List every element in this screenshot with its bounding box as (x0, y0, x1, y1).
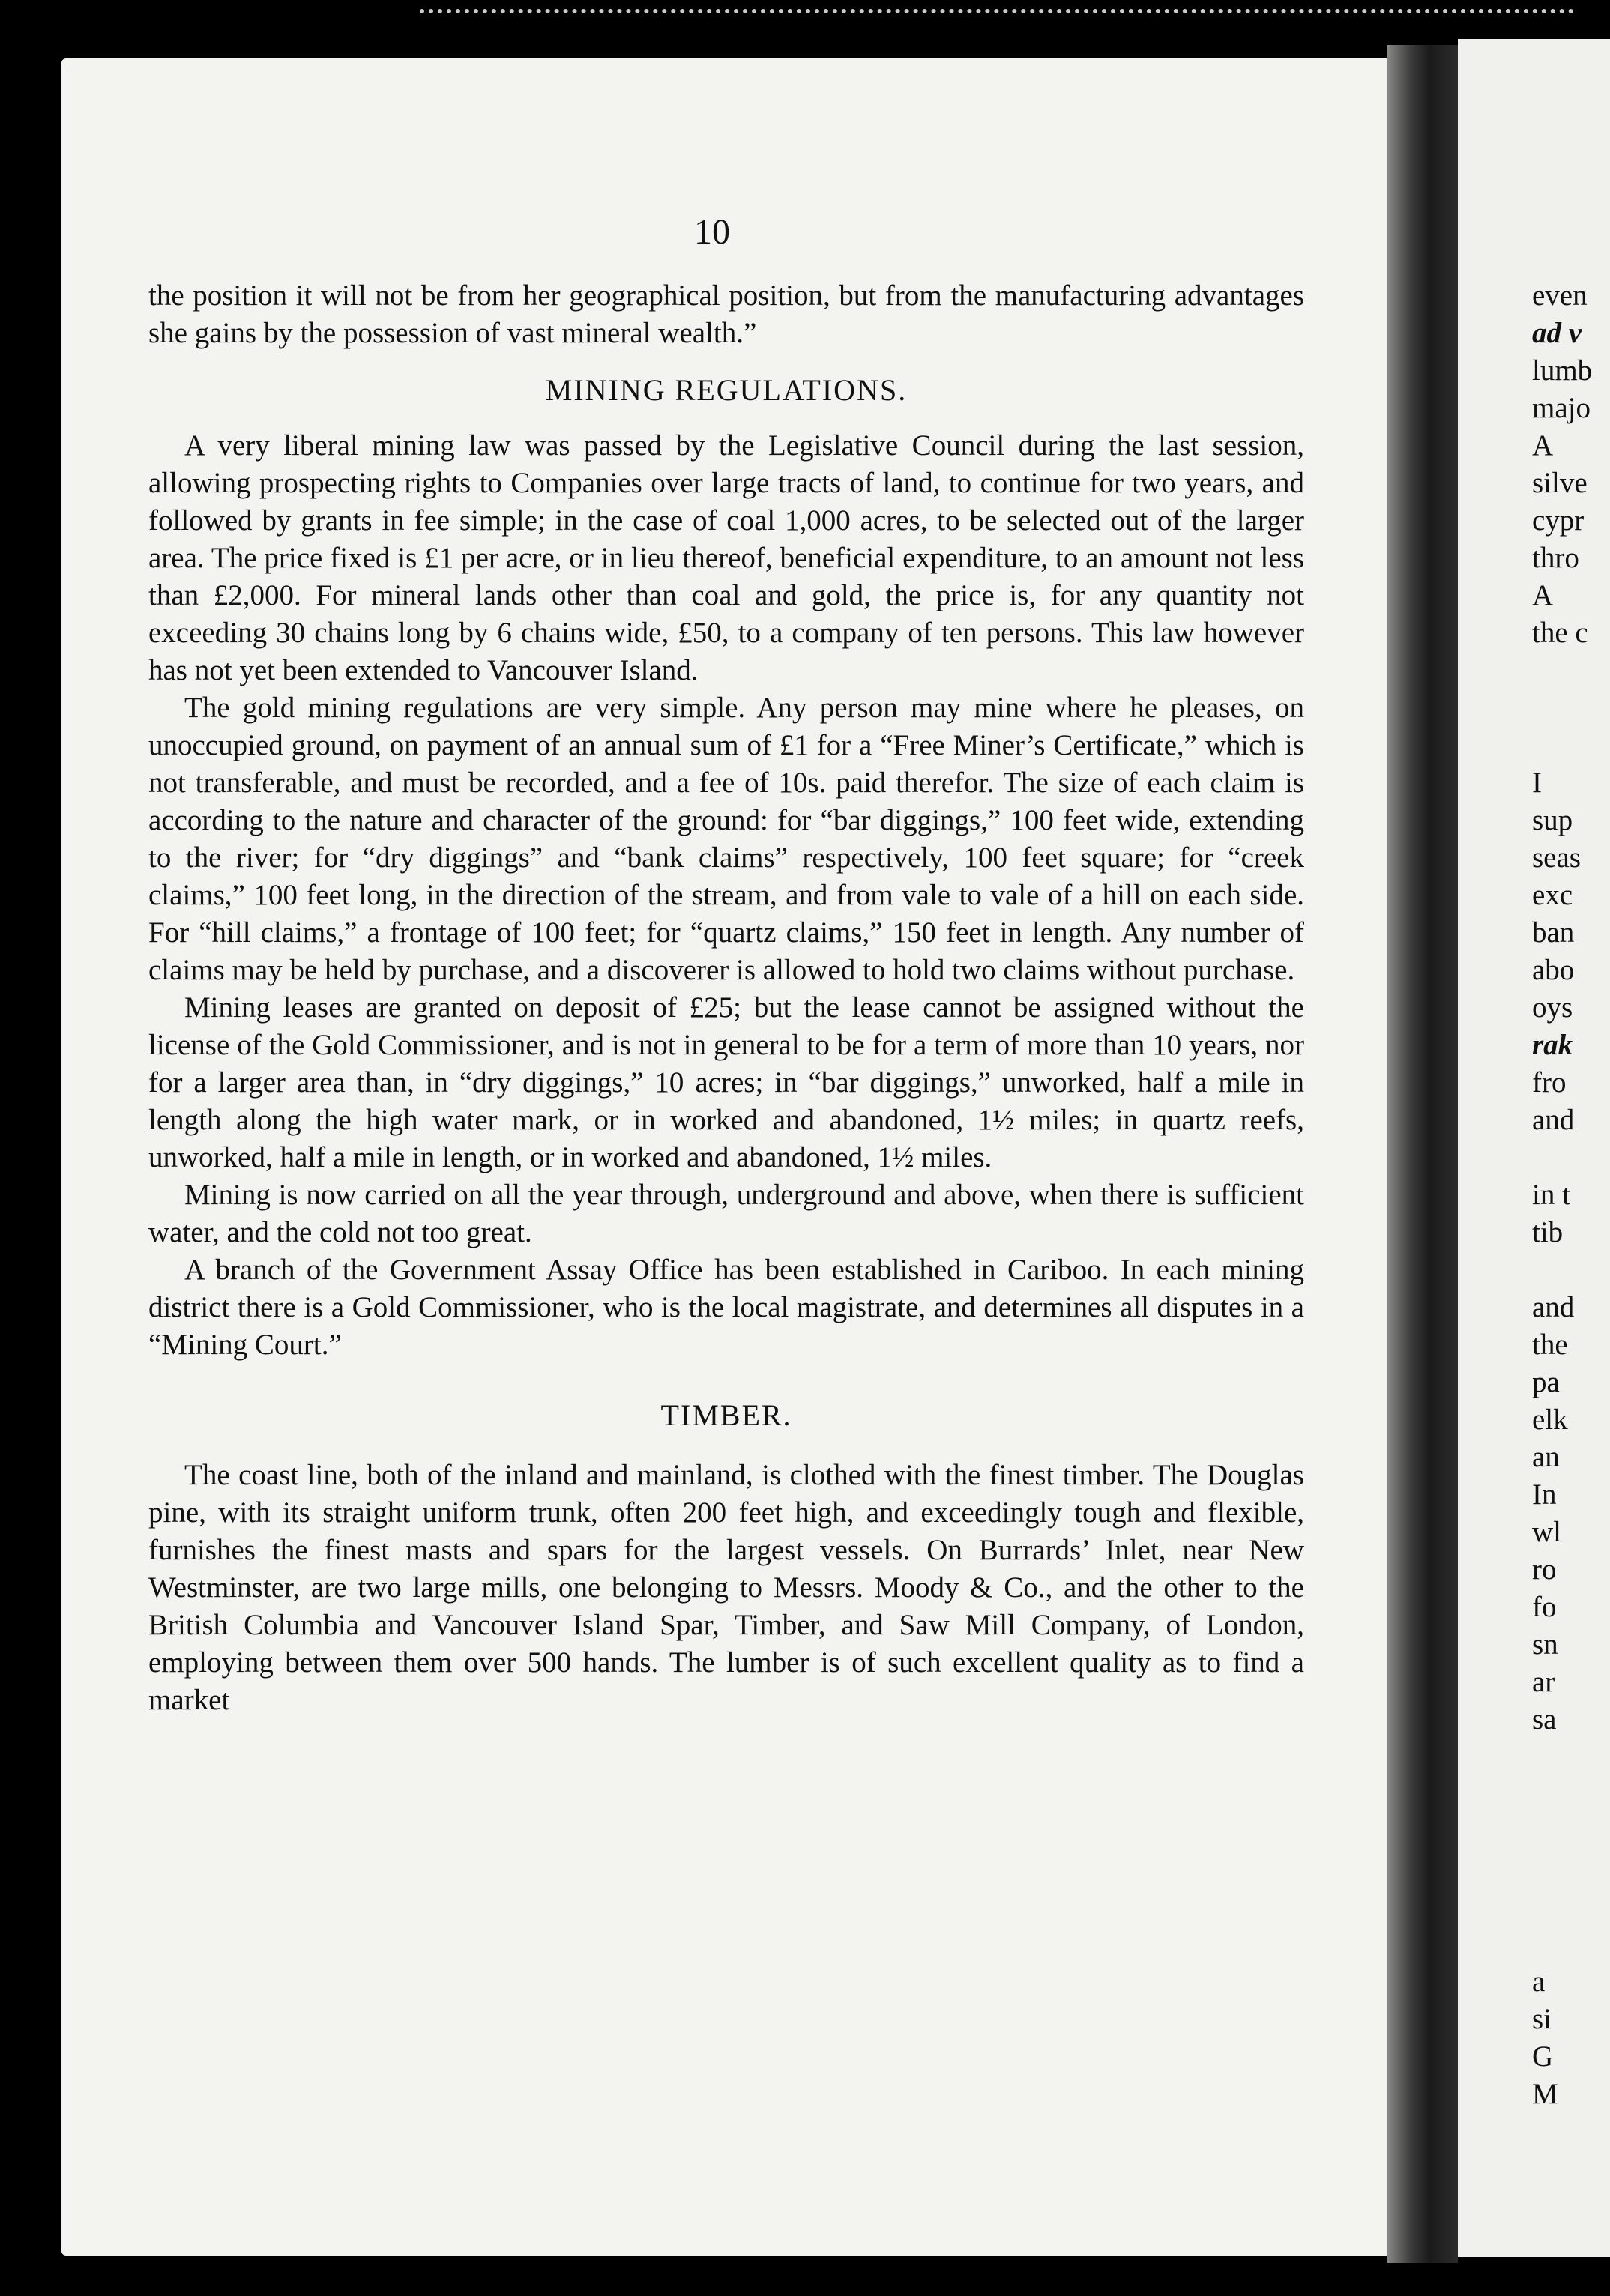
facing-page-fragment (1532, 1926, 1610, 1963)
facing-page-fragment (1532, 652, 1610, 689)
facing-page-fragment: tib (1532, 1216, 1564, 1248)
mining-paragraph-3: Mining leases are granted on deposit of £25; but the lease cannot be assigned without the license of the Gold Commissioner, and is not in general to be for a term of more than 10 years, nor for a larger area than, in “dry diggings,” 10 acres; in “bar diggings,” unworked, half a mile in length along the high water mark, or in worked and abandoned, 1½ miles; in quartz reefs, unworked, half a mile in length, or in worked and abandoned, 1½ miles. (148, 991, 1304, 1173)
facing-page-fragment (1532, 1888, 1610, 1926)
facing-page-fragment: sa (1532, 1703, 1557, 1735)
facing-page-fragment: ro (1532, 1553, 1557, 1586)
facing-page-fragment (1532, 689, 1610, 727)
facing-page-fragment: and (1532, 1291, 1575, 1323)
mining-paragraph-2: The gold mining regulations are very simple. Any person may mine where he pleases, on unoccupied ground, on payment of an annual sum of £1 for a “Free Miner’s Certificate,” which is not transferable, and must be recorded, and a fee of 10s. paid therefor. The size of each claim is according to the nature and character of the ground: for “bar diggings,” 100 feet wide, extending to the river; for “dry diggings” and “bank claims” respectively, 100 feet square; for “creek claims,” 100 feet long, in the direction of the stream, and from vale to vale of a hill on each side. For “hill claims,” a frontage of 100 feet; for “quartz claims,” 150 feet in length. Any number of claims may be held by purchase, and a discoverer is allowed to hold two claims without purchase. (148, 692, 1304, 986)
facing-page-fragment: pa (1532, 1366, 1560, 1398)
facing-page-fragment: a (1532, 1966, 1546, 1998)
facing-page-fragment: seas (1532, 842, 1581, 874)
facing-page-fragment: I (1532, 767, 1542, 799)
facing-page-fragment: an (1532, 1441, 1560, 1473)
microfilm-frame-edge (420, 9, 1574, 30)
facing-page-fragment: and (1532, 1104, 1575, 1136)
facing-page-fragment: si (1532, 2003, 1552, 2035)
facing-page-text-fragments (1532, 277, 1610, 2113)
timber-heading: TIMBER. (660, 1398, 792, 1432)
facing-page-fragment (1532, 1813, 1610, 1851)
facing-page-fragment: rak (1532, 1029, 1573, 1061)
mining-paragraph-4: Mining is now carried on all the year through, underground and above, when there is sufficient water, and the cold not too great. (148, 1179, 1304, 1248)
facing-page-fragment: in t (1532, 1179, 1570, 1211)
mining-regulations-heading: MINING REGULATIONS. (545, 373, 908, 407)
facing-page-fragment: ban (1532, 916, 1575, 949)
facing-page-fragment: the c (1532, 617, 1588, 649)
facing-page-fragment (1532, 1851, 1610, 1888)
facing-page-fragment: oys (1532, 991, 1573, 1024)
facing-page-fragment: the (1532, 1329, 1568, 1361)
facing-page-fragment: elk (1532, 1404, 1568, 1436)
mining-paragraph-5: A branch of the Government Assay Office has been established in Cariboo. In each mining district there is a Gold Commissioner, who is the local magistrate, and determines all disputes in a “Mining Court.” (148, 1254, 1304, 1361)
timber-paragraph-1: The coast line, both of the inland and mainland, is clothed with the finest timber. The Douglas pine, with its straight uniform trunk, often 200 feet high, and exceedingly tough and flexible, furnishes the finest masts and spars for the largest vessels. On Burrards’ Inlet, near New Westminster, are two large mills, one belonging to Messrs. Moody & Co., and the other to the British Columbia and Vancouver Island Spar, Timber, and Saw Mill Company, of London, employing between them over 500 hands. The lumber is of such excellent quality as to find a market (148, 1459, 1304, 1716)
facing-page-fragment (1532, 1251, 1610, 1289)
intro-continuation-paragraph: the position it will not be from her geographical position, but from the manufacturing advantages she gains by the possession of vast mineral wealth.” (148, 280, 1304, 349)
mining-paragraph-1: A very liberal mining law was passed by the Legislative Council during the last session, allowing prospecting rights to Companies over large tracts of land, to continue for two years, and followed by grants in fee simple; in the case of coal 1,000 acres, to be selected out of the larger area. The price fixed is £1 per acre, or in lieu thereof, beneficial expenditure, to an amount not less than £2,000. For mineral lands other than coal and gold, the price is, for any quantity not exceeding 30 chains long by 6 chains wide, £50, to a company of ten persons. This law however has not yet been extended to Vancouver Island. (148, 429, 1304, 686)
facing-page-fragment: fo (1532, 1591, 1557, 1623)
facing-page-fragment: G (1532, 2040, 1554, 2073)
facing-page-fragment: thro (1532, 542, 1579, 574)
facing-page-fragment: silve (1532, 467, 1588, 499)
facing-page-fragment: sn (1532, 1628, 1558, 1661)
facing-page-fragment: A (1532, 579, 1554, 611)
facing-page-fragment: exc (1532, 879, 1573, 911)
facing-page-fragment: A (1532, 429, 1554, 462)
facing-page-fragment: ar (1532, 1666, 1555, 1698)
facing-page-fragment: In (1532, 1478, 1557, 1511)
facing-page-fragment: lumb (1532, 354, 1593, 387)
facing-page-fragment: majo (1532, 392, 1591, 424)
facing-page-fragment (1532, 1776, 1610, 1813)
facing-page-fragment: sup (1532, 804, 1573, 836)
facing-page-fragment: abo (1532, 954, 1575, 986)
facing-page-fragment: even (1532, 280, 1588, 312)
facing-page-fragment: cypr (1532, 504, 1585, 537)
page-number: 10 (694, 212, 730, 252)
facing-page-fragment (1532, 1139, 1610, 1176)
facing-page-fragment: wl (1532, 1516, 1561, 1548)
facing-page-fragment (1532, 1738, 1610, 1776)
facing-page-fragment (1532, 727, 1610, 764)
book-spine (1387, 45, 1458, 2263)
body-text (148, 277, 1304, 1719)
facing-page-fragment: ad v (1532, 317, 1582, 349)
facing-page-fragment: fro (1532, 1066, 1567, 1099)
facing-page-fragment: M (1532, 2078, 1558, 2110)
